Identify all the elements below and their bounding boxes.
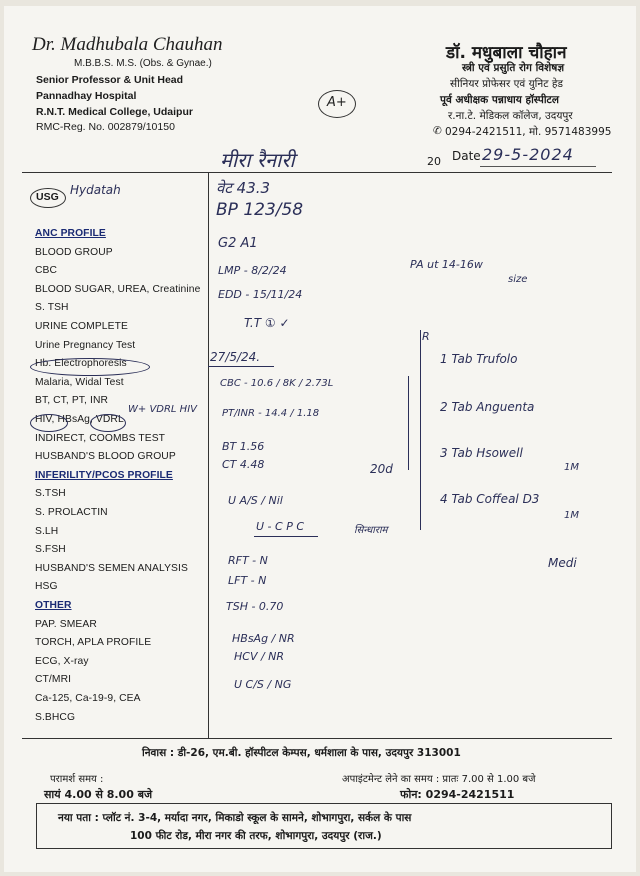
usg-note: Hydatah <box>70 183 121 197</box>
note-medi: Medi <box>548 556 577 570</box>
note-rft: RFT - N <box>228 554 268 567</box>
residence-address: निवास : डी-26, एम.बी. हॉस्पीटल केम्पस, धर्मशाला के पास, उदयपुर 313001 <box>142 747 461 759</box>
doctor-name-english: Dr. Madhubala Chauhan <box>32 34 223 55</box>
note-side-text: सिन्धाराम <box>354 525 388 536</box>
header-divider <box>22 172 612 173</box>
column-divider <box>208 172 209 738</box>
note-tt: T.T ① ✓ <box>244 316 290 330</box>
new-address-line-2: 100 फीट रोड, मीरा नगर की तरफ, शोभागपुरा, उदयपुर (राज.) <box>130 830 382 842</box>
consult-label: परामर्श समय : <box>50 774 104 785</box>
urine-underline <box>254 536 318 537</box>
rx-symbol: R <box>422 330 430 343</box>
section-heading: OTHER <box>35 600 72 611</box>
rx-item-3-duration: 1M <box>564 462 579 473</box>
section-heading: ANC PROFILE <box>35 228 106 239</box>
test-item: S.BHCG <box>35 711 76 723</box>
test-item: Malaria, Widal Test <box>35 376 124 388</box>
rx-item-4-duration: 1M <box>564 510 579 521</box>
note-lmp: LMP - 8/2/24 <box>218 264 287 277</box>
note-pt-inr: PT/INR - 14.4 / 1.18 <box>222 408 320 419</box>
test-item: TORCH, APLA PROFILE <box>35 637 152 649</box>
test-item: URINE COMPLETE <box>35 321 128 332</box>
note-urine-cpc: U - C P C <box>256 520 305 533</box>
college-name: R.N.T. Medical College, Udaipur <box>36 106 193 118</box>
date-value: 29-5-2024 <box>482 145 574 164</box>
doctor-name-hindi: डॉ. मधुबाला चौहान <box>446 43 567 63</box>
hiv-circle <box>30 414 68 432</box>
note-bt: BT 1.56 <box>222 440 265 453</box>
rx-item-2: 2 Tab Anguenta <box>440 400 535 414</box>
note-pa-size: size <box>508 274 528 285</box>
college-hindi: र.ना.टे. मेडिकल कॉलेज, उदयपुर <box>448 110 573 122</box>
test-item: CT/MRI <box>35 674 72 686</box>
former-superintendent-hindi: पूर्व अधीक्षक पन्नाधाय हॉस्पीटल <box>440 94 559 106</box>
test-item: CBC <box>35 265 58 277</box>
note-date2: 27/5/24. <box>210 350 261 364</box>
results-bracket <box>408 376 409 470</box>
test-item: INDIRECT, COOMBS TEST <box>35 432 166 444</box>
vdrl-circle <box>90 414 126 432</box>
doctor-designation: Senior Professor & Unit Head <box>36 74 184 86</box>
registration-number: RMC-Reg. No. 002879/10150 <box>36 121 175 133</box>
new-address-line-1: नया पता : प्लॉट नं. 3-4, मर्यादा नगर, मिकाडो स्कूल के सामने, शोभागपुरा, सर्कल के पास <box>58 812 412 824</box>
test-item: S.FSH <box>35 544 66 556</box>
note-duration: 20d <box>370 462 393 476</box>
footer-phone: फोन: 0294-2421511 <box>400 788 515 801</box>
test-item: S. TSH <box>35 302 69 314</box>
note-urine-cs: U C/S / NG <box>234 678 292 691</box>
appointment-time: अपाइंटमेन्ट लेने का समय : प्रातः 7.00 से 1.00 बजे <box>342 774 536 785</box>
note-lft: LFT - N <box>228 574 267 587</box>
test-item: S. PROLACTIN <box>35 507 108 518</box>
date2-underline <box>208 366 274 367</box>
consult-time: सायं 4.00 से 8.00 बजे <box>44 788 153 801</box>
test-item: S.LH <box>35 525 59 537</box>
test-item: S.TSH <box>35 488 66 500</box>
doctor-phone: 0294-2421511, मो. 9571483995 <box>445 126 612 138</box>
test-item: HSG <box>35 581 58 593</box>
rx-divider-line <box>420 330 421 530</box>
usg-label: USG <box>36 191 59 203</box>
phone-icon: ✆ <box>433 125 442 137</box>
note-pa: PA ut 14-16w <box>410 258 483 271</box>
note-urine-albumin: U A/S / Nil <box>228 494 283 507</box>
test-item: BT, CT, PT, INR <box>35 395 109 407</box>
note-tsh: TSH - 0.70 <box>226 600 284 613</box>
note-bp: BP 123/58 <box>216 200 304 220</box>
hb-electrophoresis-circle <box>30 358 150 376</box>
designation-hindi: सीनियर प्रोफेसर एवं युनिट हेड <box>450 78 564 90</box>
test-item: HUSBAND'S SEMEN ANALYSIS <box>35 562 188 574</box>
date-underline <box>480 166 596 167</box>
rx-item-1: 1 Tab Trufolo <box>440 352 518 366</box>
section-heading: INFERILITY/PCOS PROFILE <box>35 469 173 481</box>
footer-divider <box>22 738 612 739</box>
note-hbsag: HBsAg / NR <box>232 632 295 645</box>
rx-item-3: 3 Tab Hsowell <box>440 446 523 460</box>
test-item: HUSBAND'S BLOOD GROUP <box>35 451 176 463</box>
date-prefix: 20 <box>427 155 441 168</box>
rx-item-4: 4 Tab Coffeal D3 <box>440 492 540 506</box>
test-item: BLOOD SUGAR, UREA, Creatinine <box>35 283 201 295</box>
date-label: Date <box>452 149 481 163</box>
doctor-qualification: M.B.B.S. M.S. (Obs. & Gynae.) <box>74 58 212 69</box>
note-ct: CT 4.48 <box>222 458 265 471</box>
test-item: ECG, X-ray <box>35 655 89 667</box>
blood-group-stamp: A+ <box>327 95 347 110</box>
test-item: PAP. SMEAR <box>35 618 97 630</box>
left-margin-note: W+ VDRL HIV <box>128 404 197 415</box>
test-item: HIV, HBsAg, VDRL <box>35 414 124 425</box>
test-item: Hb. Electrophoresis <box>35 358 127 370</box>
note-weight: वेट 43.3 <box>216 179 271 197</box>
test-item: Urine Pregnancy Test <box>35 339 136 351</box>
test-item: Ca-125, Ca-19-9, CEA <box>35 693 141 704</box>
specialty-hindi: स्त्री एवं प्रसुति रोग विशेषज्ञ <box>462 62 565 74</box>
test-item: BLOOD GROUP <box>35 246 113 258</box>
patient-name: मीरा रैनारी <box>220 148 295 172</box>
note-gravida: G2 A1 <box>218 236 258 251</box>
note-edd: EDD - 15/11/24 <box>218 288 303 301</box>
hospital-name: Pannadhay Hospital <box>36 90 137 102</box>
note-hcv: HCV / NR <box>234 650 285 663</box>
note-cbc: CBC - 10.6 / 8K / 2.73L <box>220 378 334 389</box>
